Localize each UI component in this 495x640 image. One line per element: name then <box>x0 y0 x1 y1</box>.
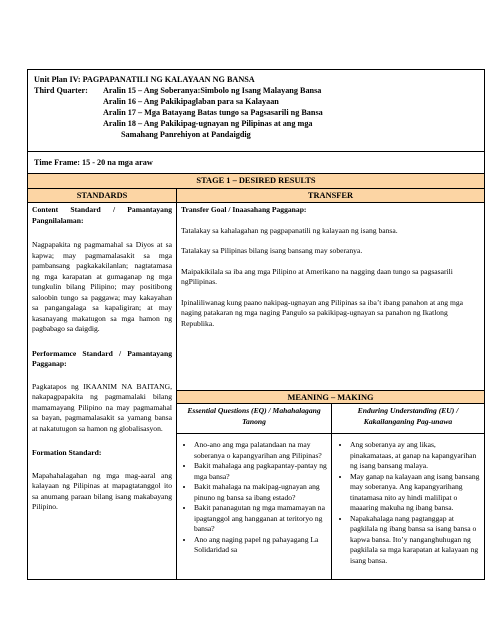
eq-item: • Ano-ano ang mga palatandaan na may soberanya o kapangyarihan ang Pilipinas? <box>194 440 327 461</box>
unit-header-row <box>28 70 484 152</box>
content-standard-label: Content Standard / Pamantayang Pangnilalaman: <box>32 205 172 225</box>
content-standard-text: Nagpapakita ng pagmamahal sa Diyos at sa kapwa; may pagmamalasakit sa mga pambansang pagkakakilanlan; nagtatamasa ng mga karapatan at gumaganap ng mga tungkulin bilang Pilipino; may positibong saloobin tungo sa paggawa; may kakayahan sa pangangalaga sa kapaligiran; at may kasanayang makatugon sa mga hamon ng pagbabago sa daigdig. <box>32 240 172 333</box>
eq-item: • Bakit mahalaga ang pagkapantay-pantay ng mga bansa? <box>194 461 327 482</box>
transfer-paragraph: Ipinaliliwanag kung paano nakipag-ugnayan ang Pilipinas sa iba’t ibang panahon at ang mga naging patakaran ng mga naging Pangulo sa pakikipag-ugnayan sa panahon ng Ikatlong Republika. <box>181 297 464 328</box>
meaning-title: MEANING – MAKING <box>287 393 374 402</box>
stage1-title: STAGE 1 – DESIRED RESULTS <box>196 176 316 185</box>
lesson-item: Aralin 16 – Ang Pakikipaglaban para sa Kalayaan <box>103 97 279 106</box>
eq-item: • Ano ang naging papel ng pahayagang La Solidaridad sa <box>194 535 327 556</box>
standards-header: STANDARDS <box>76 191 128 200</box>
eq-list <box>179 440 327 556</box>
eu-item: • Napakahalaga nang pagtanggap at pagkilala ng ibang bansa sa isang bansa o kapwa bansa. Ito’y nanganghuhugan ng pagkilala sa mga karapatan at kalayaan ng isang bansa. <box>350 514 480 567</box>
eq-item: • Bakit mahalaga na makipag-ugnayan ang pinuno ng bansa sa ibang estado? <box>194 482 327 503</box>
eu-item: • Ang soberanya ay ang likas, pinakamataas, at ganap na kapangyarihan ng isang bansang malaya. <box>350 440 480 472</box>
lesson-item: Aralin 17 – Mga Batayang Batas tungo sa Pagsasarili ng Bansa <box>103 108 323 117</box>
stage1-header-row <box>28 174 484 189</box>
performance-standard-text: Pagkatapos ng IKAANIM NA BAITANG, nakapagpapakita ng pagmamalaki bilang mamamayang Pilipino na may pagmamahal sa bayan, pagmamalasakit sa yamang bansa at nakatutugon sa hamon ng globalisasyon. <box>32 381 172 433</box>
transfer-paragraph: Tatalakay sa kahalagahan ng pagpapanatili ng kalayaan ng isang bansa. <box>181 225 398 235</box>
lesson-item: Samahang Panrehiyon at Pandaigdig <box>121 130 251 139</box>
column-header-row <box>28 189 484 203</box>
eu-item: • May ganap na kalayaan ang isang bansang may soberanya. Ang kapangyarihang tinatamasa nito ay hindi malilipat o maaaring makuha ng ibang bansa. <box>350 472 480 514</box>
body-row <box>28 203 484 579</box>
eq-header: Essential Questions (EQ) / Mahahalagang Tanong <box>187 406 321 426</box>
meaning-header <box>177 390 484 404</box>
transfer-paragraph: Tatalakay sa Pilipinas bilang isang bansang may soberanya. <box>181 246 363 255</box>
lesson-item: Aralin 15 – Ang Soberanya:Simbolo ng Isang Malayang Bansa <box>103 86 322 95</box>
transfer-paragraph: Maipakikilala sa iba ang mga Pilipino at Amerikano na nagging daan tungo sa pagsasarili ngPilipinas. <box>181 266 453 286</box>
formation-standard-label: Formation Standard: <box>32 448 102 457</box>
standards-column <box>32 205 172 513</box>
quarter-label: Third Quarter: <box>34 86 88 95</box>
time-frame-row <box>28 152 484 174</box>
eu-list <box>335 440 480 566</box>
time-frame: Time Frame: 15 - 20 na mga araw <box>34 158 153 167</box>
unit-plan-table <box>27 69 485 580</box>
transfer-goal-label: Transfer Goal / Inaasahang Pagganap: <box>181 205 307 214</box>
performance-standard-label: Performamce Standard / Pamantayang Pagganap: <box>32 348 172 368</box>
lesson-item: Aralin 18 – Ang Pakikipag-ugnayan ng Pilipinas at ang mga <box>103 119 313 128</box>
lesson-list <box>103 85 323 140</box>
formation-standard-text: Mapahahalagahan ng mga mag-aaral ang kalayaan ng Pilipinas at mapagtatanggol ito sa anumang paraan bilang isang makabayang Pilipino. <box>32 470 172 511</box>
eq-eu-header-row <box>177 404 484 434</box>
eu-header: Enduring Understanding (EU) / Kakailanganing Pag-unawa <box>357 406 459 426</box>
eq-eu-body <box>177 434 484 579</box>
transfer-column <box>181 205 481 329</box>
unit-title: Unit Plan IV: PAGPAPANATILI NG KALAYAAN NG BANSA <box>34 75 255 84</box>
eq-item: • Bakit pananagutan ng mga mamamayan na ipagtanggol ang hangganan at teritoryo ng bansa? <box>194 503 327 535</box>
transfer-header: TRANSFER <box>307 191 354 200</box>
